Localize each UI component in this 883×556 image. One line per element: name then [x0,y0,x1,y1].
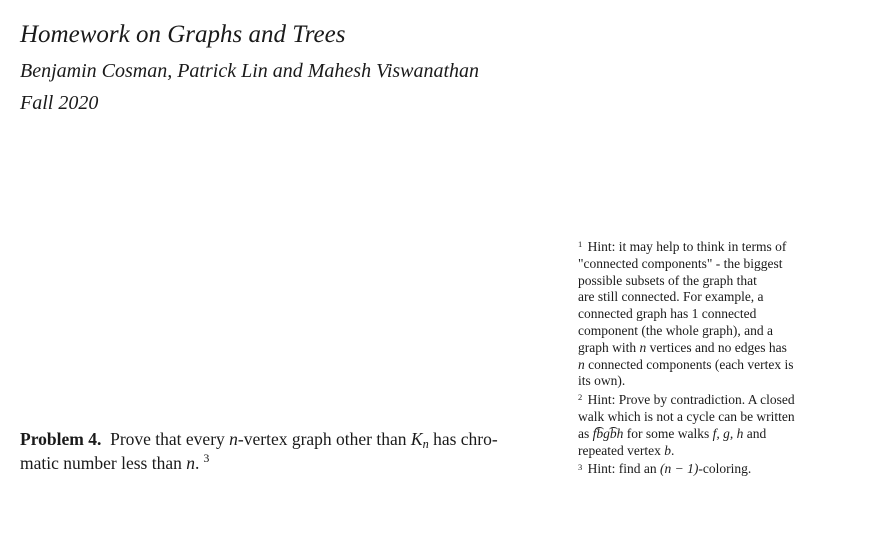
math-walks: f, g, h [712,425,744,441]
footnote-text: connected components (each vertex is [584,356,794,372]
footnote-line: "connected components" - the biggest [578,255,783,271]
math-g: g [603,425,610,441]
footnote-2 [578,392,828,459]
footnote-line [578,461,828,478]
math-n: n [186,453,195,473]
footnote-text: graph with [578,339,640,355]
math-b: b [664,442,671,458]
footnote-text: vertices and no edges has [646,339,787,355]
footnote-text: -coloring. [698,461,752,477]
footnote-line [578,357,828,374]
document-title: Homework on Graphs and Trees [20,21,346,48]
math-f: f [592,425,597,441]
problem-4 [20,427,530,475]
footnote-1 [578,239,828,390]
footnote-text: . [670,442,675,458]
math-b-hat: b [609,425,617,441]
footnote-number: 2 [578,392,583,403]
problem-text: -vertex graph other than [237,429,411,449]
footnote-reference[interactable]: 3 [203,451,210,466]
margin-notes [578,239,828,480]
footnote-3 [578,461,828,478]
footnote-line [578,392,828,409]
problem-text: . [194,453,200,473]
footnote-text: Hint: it may help to think in terms of [587,239,787,254]
footnote-line: component (the whole graph), and a [578,322,773,338]
footnote-text: as [578,425,593,441]
footnote-text: and [743,425,767,441]
math-n-minus-1: (n − 1) [660,461,699,477]
math-n: n [578,356,585,372]
footnote-text: Hint: find an [587,461,660,477]
footnote-text: repeated vertex [578,442,665,458]
document-term: Fall 2020 [20,92,99,114]
footnote-line [578,340,828,357]
footnote-line: possible subsets of the graph that [578,272,757,288]
problem-text: Prove that every [110,429,230,449]
document-authors: Benjamin Cosman, Patrick Lin and Mahesh Viswanathan [20,60,480,82]
footnote-text: Hint: Prove by contradiction. A closed [587,392,795,408]
footnote-line [578,239,828,256]
math-K-subscript: n [422,437,429,452]
footnote-line: its own). [578,373,626,389]
problem-text: matic number less than [20,453,187,473]
math-h: h [616,425,624,441]
footnote-number: 3 [578,461,583,472]
problem-label: Problem 4. [20,429,102,449]
footnote-line [578,443,828,460]
math-b-hat: b [596,425,604,441]
footnote-number: 1 [578,239,583,250]
footnote-text: for some walks [623,425,713,441]
math-n: n [229,429,238,449]
math-K: K [410,429,423,449]
math-n: n [639,339,647,355]
problem-text: has chro- [428,429,498,449]
footnote-line: connected graph has 1 connected [578,306,757,322]
problem-line-1 [20,427,530,451]
problem-line-2 [20,451,530,475]
footnote-line: walk which is not a cycle can be written [578,408,795,424]
footnote-line: are still connected. For example, a [578,289,764,305]
footnote-line [578,426,828,443]
